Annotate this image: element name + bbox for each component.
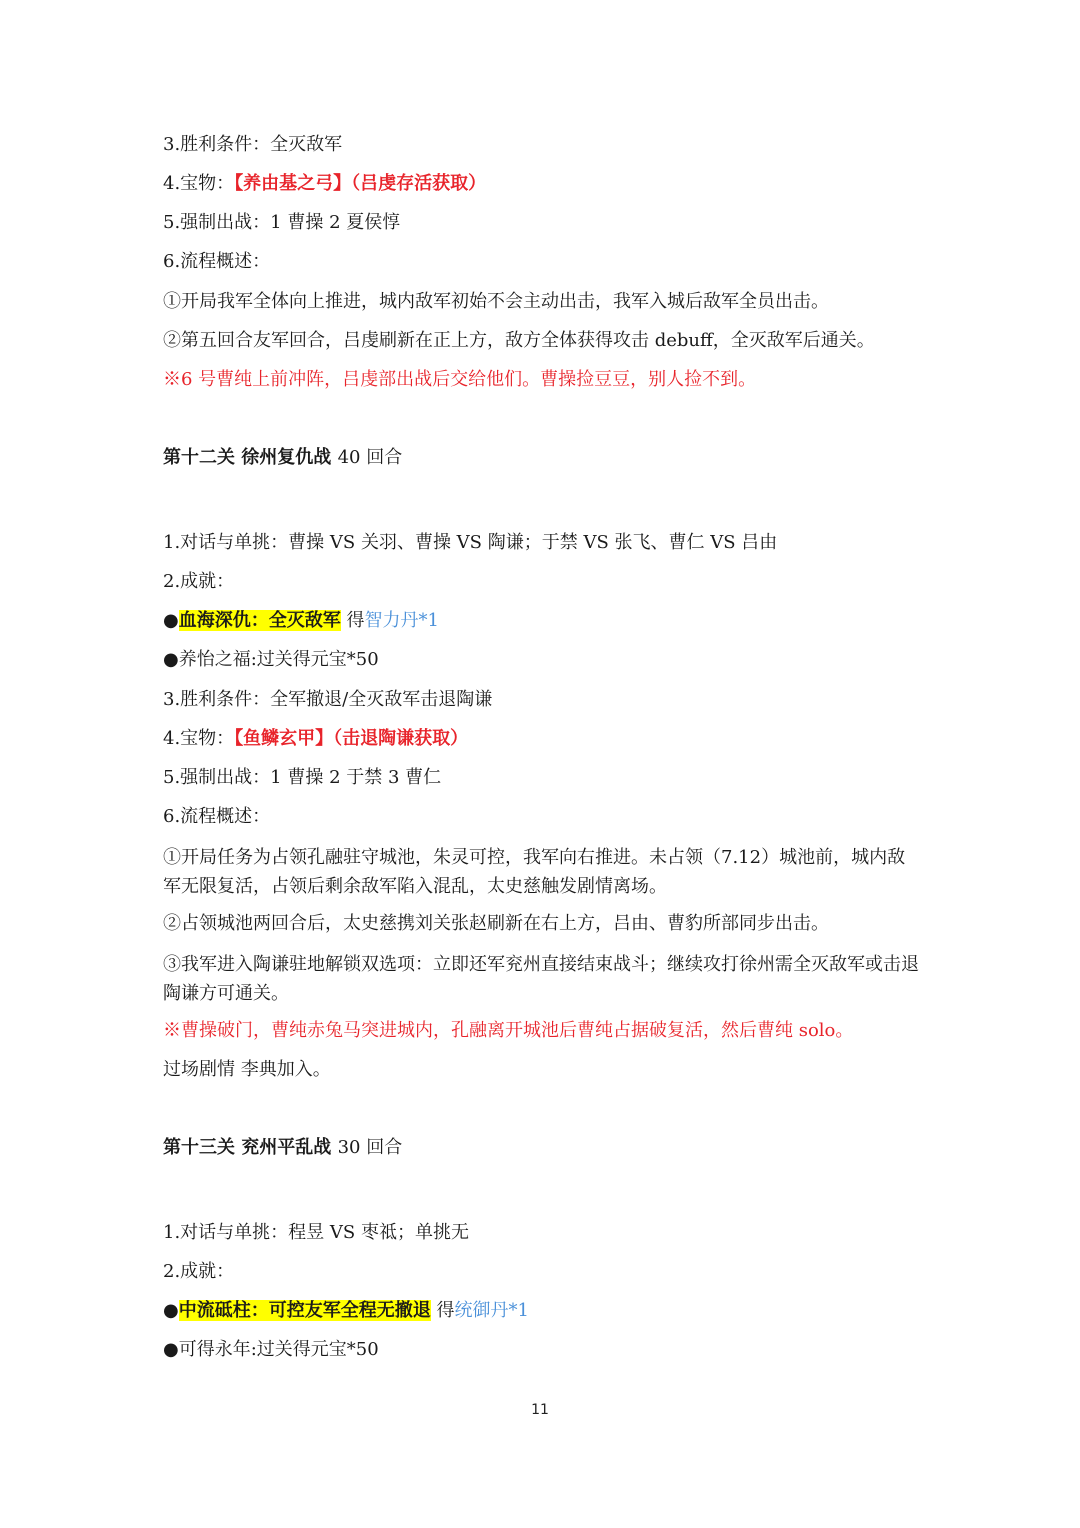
sec12-dialog: 1.对话与单挑：曹操 VS 关羽、曹操 VS 陶谦；于禁 VS 张飞、曹仁 VS 吕由 <box>163 532 778 553</box>
sec12-ach-2: ●养怡之福:过关得元宝*50 <box>163 649 379 670</box>
sec13-ach-1-reward: 统御丹*1 <box>454 1300 529 1321</box>
sec11-flow-2: ②第五回合友军回合，吕虔刷新在正上方，敌方全体获得攻击 debuff，全灭敌军后通关。 <box>163 330 875 351</box>
sec13-dialog: 1.对话与单挑：程昱 VS 枣祗；单挑无 <box>163 1222 469 1243</box>
sec12-victory: 3.胜利条件：全军撤退/全灭敌军击退陶谦 <box>163 689 493 710</box>
sec12-forced: 5.强制出战：1 曹操 2 于禁 3 曹仁 <box>163 767 442 788</box>
sec13-rounds: 30 回合 <box>337 1137 403 1158</box>
sec11-forced: 5.强制出战：1 曹操 2 夏侯惇 <box>163 212 401 233</box>
sec12-treasure: 4.宝物：【鱼鳞玄甲】（击退陶谦获取） <box>163 728 469 749</box>
sec13-ach-1: ●中流砥柱：可控友军全程无撤退 得统御丹*1 <box>163 1300 529 1321</box>
sec11-victory: 3.胜利条件：全灭敌军 <box>163 134 343 155</box>
sec12-heading: 第十二关 徐州复仇战 40 回合 <box>163 447 403 468</box>
sec12-ach-1-reward: 智力丹*1 <box>364 610 439 631</box>
sec11-treasure-name: 【养由基之弓】（吕虔存活获取） <box>234 173 487 194</box>
sec12-flow-2: ②占领城池两回合后，太史慈携刘关张赵刷新在右上方，吕由、曹豹所部同步出击。 <box>163 913 829 934</box>
sec11-treasure: 4.宝物：【养由基之弓】（吕虔存活获取） <box>163 173 487 194</box>
sec11-note: ※6 号曹纯上前冲阵，吕虔部出战后交给他们。曹操捡豆豆，别人捡不到。 <box>163 369 757 390</box>
sec11-flow-title: 6.流程概述： <box>163 251 271 272</box>
sec12-ach-title: 2.成就： <box>163 571 235 592</box>
sec12-cutscene: 过场剧情 李典加入。 <box>163 1059 331 1080</box>
sec12-note: ※曹操破门，曹纯赤兔马突进城内，孔融离开城池后曹纯占据破复活，然后曹纯 solo。 <box>163 1020 854 1041</box>
sec13-ach-2: ●可得永年:过关得元宝*50 <box>163 1339 379 1360</box>
sec12-treasure-name: 【鱼鳞玄甲】（击退陶谦获取） <box>234 728 469 749</box>
sec13-ach-title: 2.成就： <box>163 1261 235 1282</box>
sec12-flow-3: ③我军进入陶谦驻地解锁双选项：立即还军兖州直接结束战斗；继续攻打徐州需全灭敌军或击退陶谦方可通关。 <box>163 954 919 1004</box>
sec12-flow-1: ①开局任务为占领孔融驻守城池，朱灵可控，我军向右推进。未占领（7.12）城池前，城内敌军无限复活，占领后剩余敌军陷入混乱，太史慈触发剧情离场。 <box>163 847 906 897</box>
sec12-ach-1-name: 血海深仇：全灭敌军 <box>178 610 341 631</box>
sec12-ach-1: ●血海深仇：全灭敌军 得智力丹*1 <box>163 610 439 631</box>
sec12-flow-title: 6.流程概述： <box>163 806 271 827</box>
sec12-rounds: 40 回合 <box>337 447 403 468</box>
page-number: 11 <box>531 1402 549 1418</box>
sec13-ach-1-name: 中流砥柱：可控友军全程无撤退 <box>178 1300 431 1321</box>
sec11-flow-1: ①开局我军全体向上推进，城内敌军初始不会主动出击，我军入城后敌军全员出击。 <box>163 291 829 312</box>
sec13-heading: 第十三关 兖州平乱战 30 回合 <box>163 1137 403 1158</box>
